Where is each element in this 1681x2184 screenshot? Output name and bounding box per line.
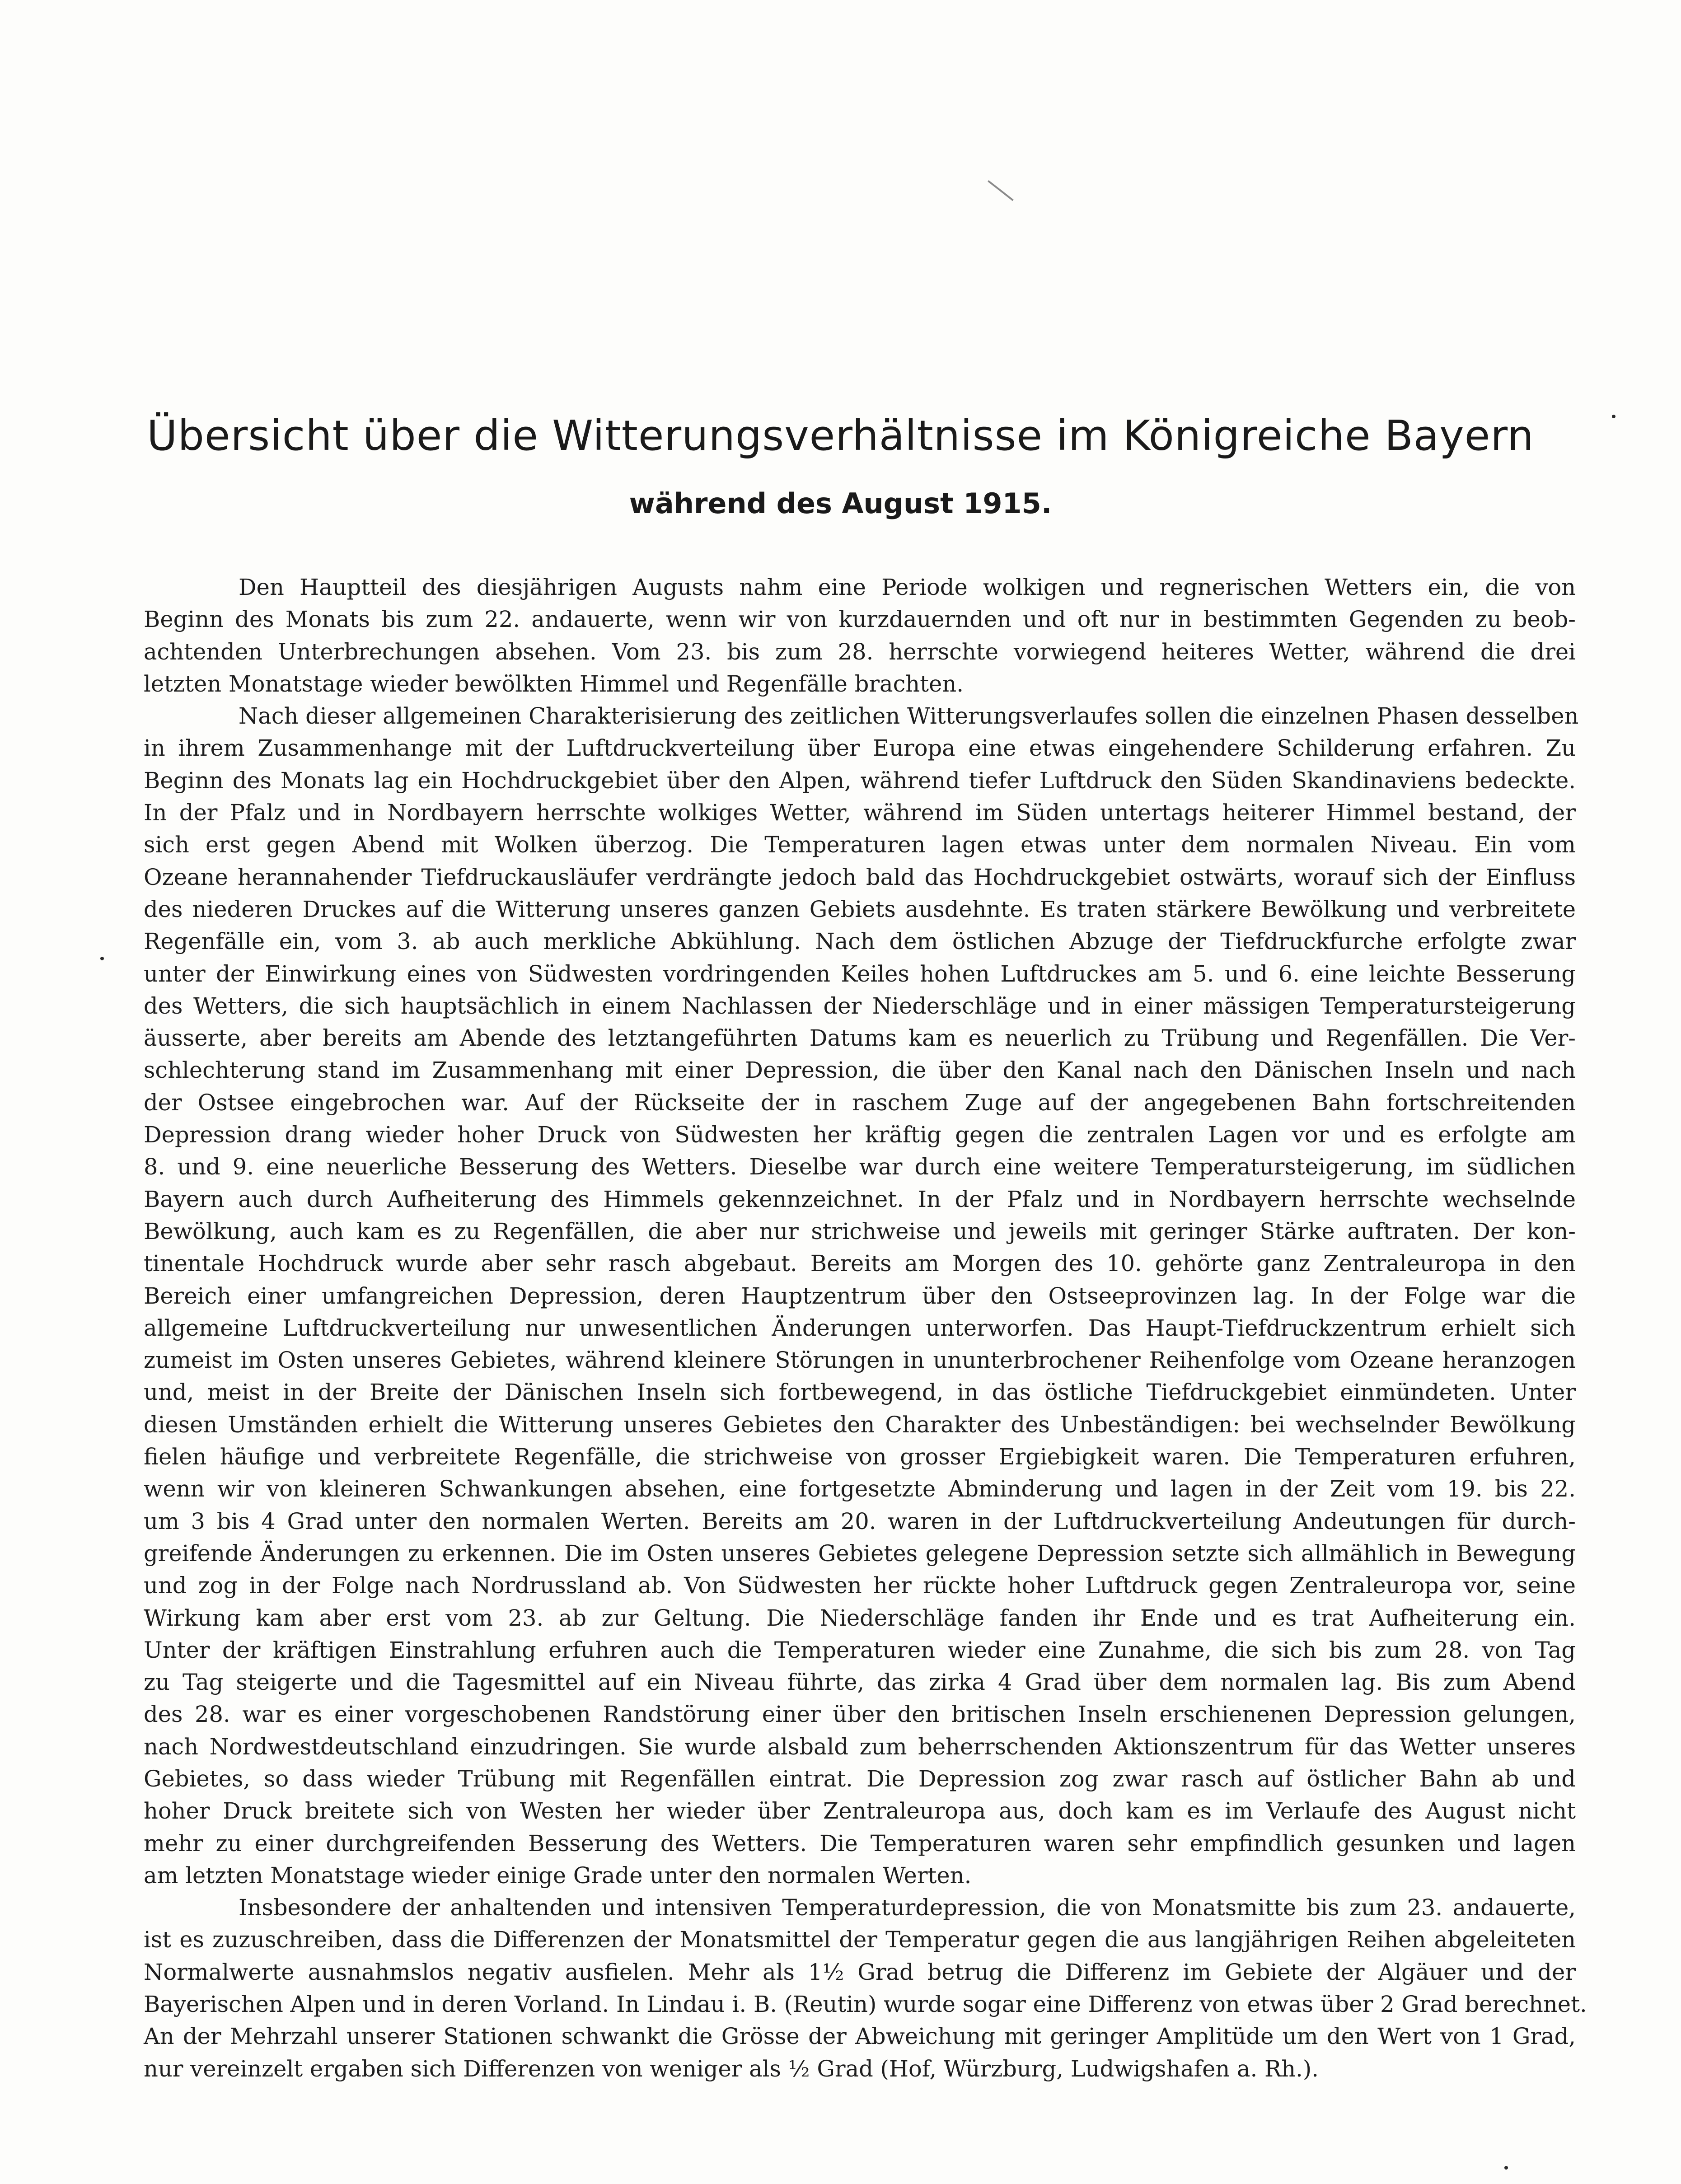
text-line: In der Pfalz und in Nordbayern herrschte wolkiges Wetter, während im Süden untertags heiterer Himmel bestand, der bbox=[144, 800, 1576, 826]
text-line: der Ostsee eingebrochen war. Auf der Rückseite der in raschem Zuge auf der angegebenen Bahn fortschreitenden bbox=[144, 1089, 1576, 1116]
text-line: allgemeine Luftdruckverteilung nur unwesentlichen Änderungen unterworfen. Das Haupt-Tiefdruckzentrum erhielt sich bbox=[144, 1314, 1576, 1341]
text-line: ist es zuzuschreiben, dass die Differenzen der Monatsmittel der Temperatur gegen die aus langjährigen Reihen abgeleiteten bbox=[144, 1927, 1576, 1953]
text-line: An der Mehrzahl unserer Stationen schwankt die Grösse der Abweichung mit geringer Amplitüde um den Wert von 1 Grad, bbox=[144, 2023, 1576, 2050]
text-line: des Wetters, die sich hauptsächlich in einem Nachlassen der Niederschläge und in einer mässigen Temperatursteigerung bbox=[144, 992, 1576, 1019]
text-line: und zog in der Folge nach Nordrussland ab. Von Südwesten her rückte hoher Luftdruck gegen Zentraleuropa vor, seine bbox=[144, 1572, 1576, 1599]
text-line: äusserte, aber bereits am Abende des letztangeführten Datums kam es neuerlich zu Trübung und Regenfällen. Die Ver- bbox=[144, 1025, 1576, 1052]
paragraph bbox=[144, 1892, 1587, 2085]
text-line: 8. und 9. eine neuerliche Besserung des Wetters. Dieselbe war durch eine weitere Temperatursteigerung, im südlichen bbox=[144, 1154, 1576, 1180]
document-title: Übersicht über die Witterungsverhältnisse im Königreiche Bayern bbox=[147, 412, 1534, 460]
text-line: und, meist in der Breite der Dänischen Inseln sich fortbewegend, in das östliche Tiefdruckgebiet einmündeten. Unter bbox=[144, 1379, 1576, 1406]
text-line: sich erst gegen Abend mit Wolken überzog. Die Temperaturen lagen etwas unter dem normalen Niveau. Ein vom bbox=[144, 832, 1576, 858]
text-line: unter der Einwirkung eines von Südwesten vordringenden Keiles hohen Luftdruckes am 5. und 6. eine leichte Besserung bbox=[144, 960, 1576, 987]
text-line: schlechterung stand im Zusammenhang mit einer Depression, die über den Kanal nach den Dänischen Inseln und nach bbox=[144, 1057, 1576, 1084]
text-line: Normalwerte ausnahmslos negativ ausfielen. Mehr als 1½ Grad betrug die Differenz im Gebiete der Algäuer und der bbox=[144, 1959, 1576, 1985]
text-line: tinentale Hochdruck wurde aber sehr rasch abgebaut. Bereits am Morgen des 10. gehörte ganz Zentraleuropa in den bbox=[144, 1250, 1576, 1277]
text-line: in ihrem Zusammenhange mit der Luftdruckverteilung über Europa eine etwas eingehendere Schilderung erfahren. Zu bbox=[144, 735, 1576, 762]
text-line: Gebietes, so dass wieder Trübung mit Regenfällen eintrat. Die Depression zog zwar rasch auf östlicher Bahn ab und bbox=[144, 1765, 1576, 1792]
text-line: letzten Monatstage wieder bewölkten Himmel und Regenfälle brachten. bbox=[144, 670, 964, 697]
text-line: am letzten Monatstage wieder einige Grade unter den normalen Werten. bbox=[144, 1862, 972, 1889]
text-line: zu Tag steigerte und die Tagesmittel auf ein Niveau führte, das zirka 4 Grad über dem normalen lag. Bis zum Abend bbox=[144, 1669, 1576, 1696]
scan-speck bbox=[100, 957, 104, 960]
text-line: fielen häufige und verbreitete Regenfälle, die strichweise von grosser Ergiebigkeit waren. Die Temperaturen erfuhren, bbox=[144, 1444, 1576, 1470]
text-line: Bayerischen Alpen und in deren Vorland. In Lindau i. B. (Reutin) wurde sogar eine Differenz von etwas über 2 Grad berechnet. bbox=[144, 1991, 1587, 2018]
text-line: um 3 bis 4 Grad unter den normalen Werten. Bereits am 20. waren in der Luftdruckverteilung Andeutungen für durch- bbox=[144, 1508, 1576, 1534]
text-line: hoher Druck breitete sich von Westen her wieder über Zentraleuropa aus, doch kam es im Verlaufe des August nicht bbox=[144, 1798, 1576, 1824]
text-line: Regenfälle ein, vom 3. ab auch merkliche Abkühlung. Nach dem östlichen Abzuge der Tiefdruckfurche erfolgte zwar bbox=[144, 928, 1576, 955]
paragraph bbox=[144, 700, 1579, 1892]
document-body bbox=[144, 571, 1587, 2085]
text-line: zumeist im Osten unseres Gebietes, während kleinere Störungen in ununterbrochener Reihenfolge vom Ozeane heranzogen bbox=[144, 1347, 1576, 1374]
text-line: Unter der kräftigen Einstrahlung erfuhren auch die Temperaturen wieder eine Zunahme, die sich bis zum 28. von Tag bbox=[144, 1637, 1576, 1663]
scan-speck bbox=[1612, 415, 1615, 418]
text-line: Beginn des Monats lag ein Hochdruckgebiet über den Alpen, während tiefer Luftdruck den Süden Skandinaviens bedeckte. bbox=[144, 767, 1576, 794]
text-line: Wirkung kam aber erst vom 23. ab zur Geltung. Die Niederschläge fanden ihr Ende und es trat Aufheiterung ein. bbox=[144, 1604, 1576, 1631]
text-line: Den Hauptteil des diesjährigen Augusts nahm eine Periode wolkigen und regnerischen Wetters ein, die von bbox=[239, 574, 1576, 600]
text-line: mehr zu einer durchgreifenden Besserung des Wetters. Die Temperaturen waren sehr empfindlich gesunken und lagen bbox=[144, 1830, 1576, 1857]
text-line: diesen Umständen erhielt die Witterung unseres Gebietes den Charakter des Unbeständigen: bei wechselnder Bewölkung bbox=[144, 1411, 1576, 1438]
text-line: nur vereinzelt ergaben sich Differenzen von weniger als ½ Grad (Hof, Würzburg, Ludwigshafen a. Rh.). bbox=[144, 2055, 1319, 2082]
text-line: Bewölkung, auch kam es zu Regenfällen, die aber nur strichweise und jeweils mit geringer Stärke auftraten. Der kon- bbox=[144, 1218, 1576, 1244]
text-line: Bayern auch durch Aufheiterung des Himmels gekennzeichnet. In der Pfalz und in Nordbayern herrschte wechselnde bbox=[144, 1186, 1576, 1212]
text-line: Ozeane herannahender Tiefdruckausläufer verdrängte jedoch bald das Hochdruckgebiet ostwärts, worauf sich der Einfluss bbox=[144, 864, 1576, 890]
text-line: Nach dieser allgemeinen Charakterisierung des zeitlichen Witterungsverlaufes sollen die einzelnen Phasen desselben bbox=[239, 703, 1579, 730]
text-line: wenn wir von kleineren Schwankungen absehen, eine fortgesetzte Abminderung und lagen in der Zeit vom 19. bis 22. bbox=[144, 1476, 1576, 1502]
scan-speck bbox=[1504, 2166, 1508, 2170]
scan-mark bbox=[988, 180, 1014, 201]
text-line: Depression drang wieder hoher Druck von Südwesten her kräftig gegen die zentralen Lagen vor und es erfolgte am bbox=[144, 1122, 1576, 1148]
text-line: greifende Änderungen zu erkennen. Die im Osten unseres Gebietes gelegene Depression setzte sich allmählich in Bewegung bbox=[144, 1540, 1576, 1567]
text-line: nach Nordwestdeutschland einzudringen. Sie wurde alsbald zum beherrschenden Aktionszentrum für das Wetter unseres bbox=[144, 1733, 1576, 1760]
document-subtitle: während des August 1915. bbox=[629, 487, 1052, 520]
text-line: Beginn des Monats bis zum 22. andauerte, wenn wir von kurzdauernden und oft nur in bestimmten Gegenden zu beob- bbox=[144, 606, 1576, 633]
text-line: des 28. war es einer vorgeschobenen Randstörung einer über den britischen Inseln erschienenen Depression gelungen, bbox=[144, 1701, 1576, 1728]
paragraph bbox=[144, 571, 1576, 700]
text-line: Insbesondere der anhaltenden und intensiven Temperaturdepression, die von Monatsmitte bis zum 23. andauerte, bbox=[239, 1894, 1576, 1921]
text-line: Bereich einer umfangreichen Depression, deren Hauptzentrum über den Ostseeprovinzen lag. In der Folge war die bbox=[144, 1282, 1576, 1309]
text-line: achtenden Unterbrechungen absehen. Vom 23. bis zum 28. herrschte vorwiegend heiteres Wetter, während die drei bbox=[144, 638, 1576, 665]
text-line: des niederen Druckes auf die Witterung unseres ganzen Gebiets ausdehnte. Es traten stärkere Bewölkung und verbreitete bbox=[144, 896, 1576, 922]
